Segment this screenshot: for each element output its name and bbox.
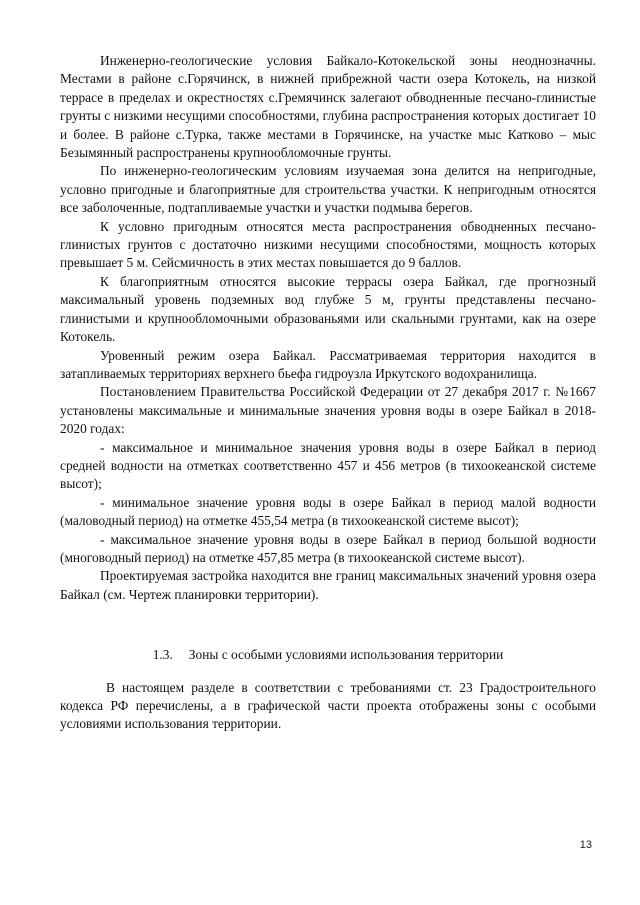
paragraph-water-level-regime: Уровенный режим озера Байкал. Рассматриваемая территория находится в затапливаемых территориях верхнего бьефа гидроузла Иркутского водохранилища. xyxy=(60,347,596,381)
list-item-low-water: - минимальное значение уровня воды в озере Байкал в период малой водности (маловодный период) на отметке 455,54 метра (в тихоокеанской системе высот); xyxy=(60,494,596,529)
page-number: 13 xyxy=(579,839,592,851)
paragraph-government-decree: Постановлением Правительства Российской Федерации от 27 декабря 2017 г. №1667 установлены максимальные и минимальные значения уровня воды в озере Байкал в 2018-2020 годах: xyxy=(60,384,596,437)
section-body xyxy=(60,679,596,734)
list-item-high-water: - максимальное значение уровня воды в озере Байкал в период большой водности (многоводный период) на отметке 457,85 метра (в тихоокеанской системе высот). xyxy=(60,531,596,565)
section-heading xyxy=(60,646,596,664)
paragraph-zone-classification: По инженерно-геологическим условиям изучаемая зона делится на непригодные, условно пригодные и благоприятные для строительства участки. К непригодным относятся все заболоченные, подтапливаемые участки и участки подмыва берегов. xyxy=(60,163,596,216)
section-title: Зоны с особыми условиями использования территории xyxy=(188,647,504,663)
paragraph-projected-development: Проектируемая застройка находится вне границ максимальных значений уровня озера Байкал (см. Чертеж планировки территории). xyxy=(60,568,596,602)
paragraph-engineering-geology: Инженерно-геологические условия Байкало-Котокельской зоны неоднозначны. Местами в районе с.Горячинск, в нижней прибрежной части озера Котокель, на низкой террасе в пределах и окрестностях с.Гремячинск залегают обводненные песчано-глинистые грунты с низкими несущими способностями, глубина распространения которых достигает 10 и более. В районе с.Турка, также местами в Горячинске, на участке мыс Катково – мыс Безымянный распространены крупнообломочные грунты. xyxy=(60,53,596,161)
section-number: 1.3. xyxy=(152,647,173,663)
document-page xyxy=(60,52,596,734)
paragraph-favorable: К благоприятным относятся высокие террасы озера Байкал, где прогнозный максимальный уровень подземных вод глубже 5 м, грунты представлены песчано-глинистыми и крупнообломочными образованьями или скальными грунтами, как на озере Котокель. xyxy=(60,273,596,345)
paragraph-conditionally-suitable: К условно пригодным относятся места распространения обводненных песчано-глинистых грунтов с достаточно низкими несущими способностями, мощность которых превышает 5 м. Сейсмичность в этих местах повышается до 9 баллов. xyxy=(60,218,596,271)
list-item-average-water: - максимальное и минимальное значения уровня воды в озере Байкал в период средней водности на отметках соответственно 457 и 456 метров (в тихоокеанской системе высот); xyxy=(60,439,596,492)
paragraph-section-intro: В настоящем разделе в соответствии с требованиями ст. 23 Градостроительного кодекса РФ перечислены, а в графической части проекта отображены зоны с особыми условиями использования территории. xyxy=(60,679,596,732)
